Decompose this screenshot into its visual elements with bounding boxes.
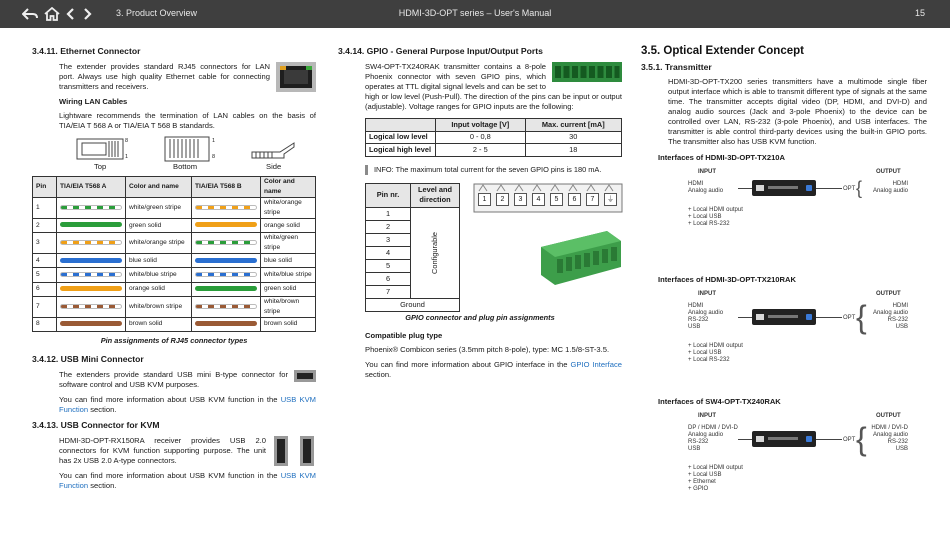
pin-1-label: 1 [125,154,129,160]
input-label: INPUT [698,291,716,297]
input-voltage-header: Input voltage [V] [436,119,526,132]
usb-kvm-text: HDMI-3D-OPT-RX150RA receiver provides USB 2.0 connectors for KVM function supporting purpose. The unit has 2x USB 2.0 A-type connectors. [59,435,266,465]
table-row: 6 orange solid green solid [33,282,316,296]
color-b-header: Color and name [261,177,316,198]
table-row: Logical low level 0 - 0,8 30 [366,131,622,144]
max-current-header: Max. current [mA] [525,119,621,132]
output-arrow-icon [816,439,842,440]
gpio-plug-image [537,227,623,289]
diagram-title: Interfaces of HDMI-3D-OPT-TX210A [658,153,786,162]
pin-nr-header: Pin nr. [366,183,411,207]
brace-icon: { [856,421,867,457]
usb-mini-text: The extenders provide standard USB mini B-type connector for software control and USB KVM purposes. [59,369,288,389]
t568a-header: TIA/EIA T568 A [57,177,126,198]
connector-pin-label: 3 [514,193,527,206]
page-number: 15 [914,8,925,18]
usb-kvm-heading: 3.4.13. USB Connector for KVM [32,419,160,430]
connector-pin-label: 7 [586,193,599,206]
table-row: 2 [366,220,460,233]
output-arrow-icon [816,188,842,189]
manual-title: HDMI-3D-OPT series – User's Manual [398,8,552,18]
brace-icon: { [856,299,867,335]
connector-pin-label: 4 [532,193,545,206]
gpio-connector-face [473,183,623,213]
rj45-port-image [276,62,316,95]
gpio-heading: 3.4.14. GPIO - General Purpose Input/Output Ports [338,46,543,56]
section-title: 3. Product Overview [116,8,198,18]
wire-icon [195,304,257,309]
table-row: 8 brown solid brown solid [33,317,316,331]
ethernet-heading: 3.4.11. Ethernet Connector [32,46,141,56]
usb-kvm-link[interactable]: USB KVM Function [59,394,316,414]
table-row: Logical high level 2 - 5 18 [366,144,622,157]
diagram-title: Interfaces of SW4-OPT-TX240RAK [658,397,781,406]
usb-kvm-more: You can find more information about USB KVM function in the USB KVM Function section. [59,470,316,490]
top-view-label: Top [94,162,107,171]
output-list: HDMI Analog audio [872,181,908,194]
level-direction-header: Level and direction [411,183,460,207]
wire-icon [60,205,122,210]
diagram-title: Interfaces of HDMI-3D-OPT-TX210RAK [658,275,796,284]
ethernet-text: The extender provides standard RJ45 connectors for LAN port. Always use high quality Ethernet cable for connecting transmitters and receivers. [59,62,270,91]
top-bar [0,0,950,28]
input-list: HDMI Analog audio [688,181,724,194]
gpio-caption: GPIO connector and plug pin assignments [405,312,555,322]
brace-icon: { [856,178,863,198]
column-left [32,46,316,496]
gpio-interface-link[interactable]: GPIO Interface [570,359,622,369]
wire-icon [195,272,257,277]
input-arrow-icon [738,439,752,440]
output-label: OUTPUT [876,413,901,419]
wire-icon [60,272,122,277]
pin-header: Pin [33,177,57,198]
color-a-header: Color and name [126,177,192,198]
wire-icon [195,222,257,227]
gpio-more: You can find more information about GPIO interface in the GPIO Interface section. [365,359,622,379]
opt-label: OPT [843,315,856,321]
input-arrow-icon [738,317,752,318]
local-extras-list: + Local HDMI output + Local USB + Ethernet + GPIO [688,465,743,492]
output-label: OUTPUT [876,291,901,297]
table-row: 1 white/green stripe white/orange stripe [33,198,316,219]
wire-icon [195,205,257,210]
rj45-bottom-view-icon [164,136,212,162]
local-extras-list: + Local HDMI output + Local USB + Local RS-232 [688,343,743,363]
connector-pin-label: 6 [568,193,581,206]
ground-cell: Ground [366,298,460,311]
opt-label: OPT [843,437,856,443]
transmitter-text: HDMI-3D-OPT-TX200 series transmitters have a multimode single fiber output interface which is able to transmit different type of signals at the same time. The transmitter accepts digital video (DP, HDMI, and DVI-D) and analog audio sources (Jack and 3-pole Phoenix) to the device can be controlled over LAN, RS-232 (3-pole Phoenix), and USB interfaces. The transmitter is able control third-party devices using the built-in GPIO ports. The transmitter also has USB KVM function. [668,77,927,146]
local-extras-list: + Local HDMI output + Local USB + Local RS-232 [688,207,743,227]
usb-mini-more: You can find more information about USB KVM function in the USB KVM Function section. [59,394,316,414]
input-arrow-icon [738,188,752,189]
table-row: 5 [366,259,460,272]
usb-mini-image [294,370,316,385]
pin-1b-label: 1 [212,138,216,144]
connector-pin-label: 1 [478,193,491,206]
usb-a-image [272,436,316,469]
vt-blank-header [366,119,436,132]
gpio-text: SW4-OPT-TX240RAK transmitter contains a 8-pole Phoenix connector with seven GPIO pins, which operates at TTL digital signal levels and can be set to high or low level (Push-Pull). The direction of the pins can be input or output (adjustable). Voltage ranges for GPIO inputs are the following: [365,62,622,111]
table-row: 5 white/blue stripe white/blue stripe [33,268,316,282]
table-row: 3 white/orange stripe white/green stripe [33,233,316,254]
wire-icon [195,286,257,291]
output-arrow-icon [816,317,842,318]
connector-views [32,136,316,172]
gpio-pin-table [365,183,460,312]
connector-pin-label: 2 [496,193,509,206]
table-row: 3 [366,233,460,246]
plug-text: Phoenix® Combicon series (3.5mm pitch 8-pole), type: MC 1.5/8-ST-3.5. [365,344,610,354]
transmitter-device-image [752,309,816,325]
pin-8-label: 8 [125,138,129,144]
info-note: INFO: The maximum total current for the seven GPIO pins is 180 mA. [365,165,622,175]
gpio-pin-section [365,183,622,313]
optical-concept-heading: 3.5. Optical Extender Concept [641,45,804,57]
interface-diagram [658,153,927,259]
rj45-top-view-icon [76,136,129,162]
ground-symbol-icon: ⏚ [604,193,617,206]
input-list: DP / HDMI / DVI-D Analog audio RS-232 USB [688,425,738,452]
pin-8b-label: 8 [212,154,216,160]
usb-kvm-link-2[interactable]: USB KVM Function [59,470,316,490]
interface-diagram [658,397,927,503]
rj45-side-view-icon [250,140,298,162]
output-label: OUTPUT [876,169,901,175]
input-list: HDMI Analog audio RS-232 USB [688,303,724,330]
wire-icon [60,240,122,245]
transmitter-device-image [752,180,816,196]
output-list: HDMI Analog audio RS-232 USB [872,303,908,330]
t568b-header: TIA/EIA T568 B [192,177,261,198]
usb-mini-heading: 3.4.12. USB Mini Connector [32,353,144,364]
voltage-table [365,118,622,157]
rj45-pin-table [32,176,316,332]
input-label: INPUT [698,413,716,419]
rj45-caption: Pin assignments of RJ45 connector types [100,335,248,345]
table-row: 4 blue solid blue solid [33,254,316,268]
wire-icon [195,321,257,326]
wire-icon [60,304,122,309]
transmitter-device-image [752,431,816,447]
wire-icon [60,286,122,291]
interface-diagram [658,275,927,381]
transmitter-heading: 3.5.1. Transmitter [641,62,712,72]
opt-label: OPT [843,186,856,192]
column-middle [338,46,622,385]
side-view-label: Side [266,162,282,171]
table-row: 1 Configurable [366,207,460,220]
wire-icon [60,321,122,326]
plug-heading: Compatible plug type [365,330,443,340]
table-row: 2 green solid orange solid [33,219,316,233]
wire-icon [195,258,257,263]
wire-icon [60,258,122,263]
table-row: 7 [366,285,460,298]
column-right [641,46,927,519]
bottom-view-label: Bottom [173,162,198,171]
gpio-port-image [552,62,622,85]
table-row: 7 white/brown stripe white/brown stripe [33,296,316,317]
configurable-label: Configurable [430,231,439,274]
wiring-heading: Wiring LAN Cables [59,97,128,106]
wire-icon [60,222,122,227]
output-list: HDMI / DVI-D Analog audio RS-232 USB [871,425,908,452]
wiring-text: Lightware recommends the termination of LAN cables on the basis of TIA/EIA T 568 A or TIA/EIA T 568 B standards. [59,111,316,130]
connector-pin-label: 5 [550,193,563,206]
wire-icon [195,240,257,245]
table-row: 4 [366,246,460,259]
table-row: 6 [366,272,460,285]
input-label: INPUT [698,169,716,175]
